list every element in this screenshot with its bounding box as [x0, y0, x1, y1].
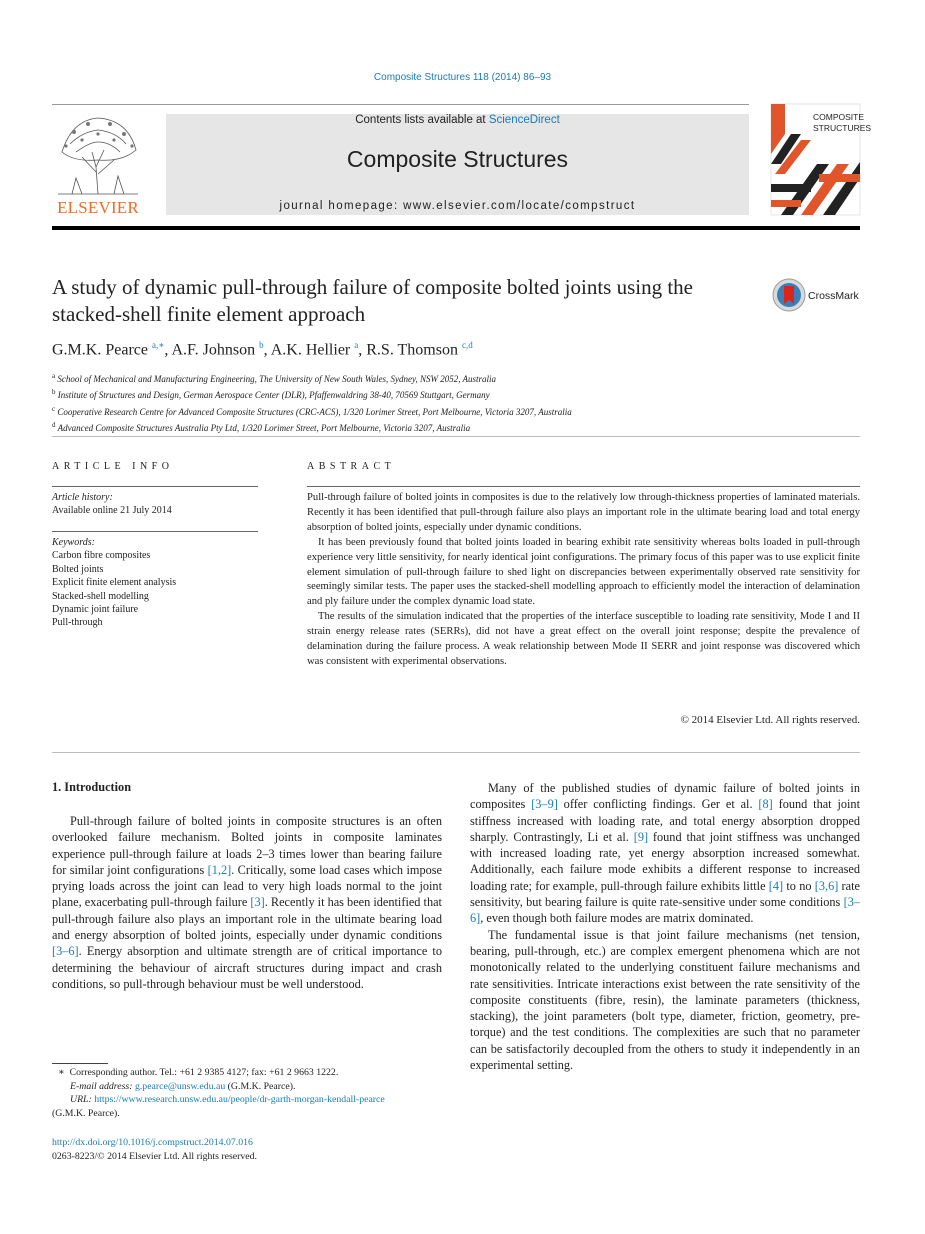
header-bottom-rule — [52, 226, 860, 230]
keywords-block — [52, 536, 176, 630]
footnote — [52, 1066, 442, 1120]
contents-line — [166, 114, 749, 126]
footnote-rule — [52, 1063, 108, 1064]
author-name: A.K. Hellier — [270, 341, 351, 359]
info-rule — [52, 486, 258, 487]
abstract-paragraph: It has been previously found that bolted joints loaded in bearing exhibit rate sensitivity whereas bolts loaded in pull-through experience very little sensitivity, for nearly identical joint configurations. The primary focus of this paper was to use explicit finite element simulation of pull-through failure to shed light on discrepancies between experimentally observed rate sensitivity for seemingly similar tests. The paper uses the stacked-shell modelling approach to efficiently model the interaction of delamination and ply failure under the complex dynamic load state. — [307, 536, 860, 608]
contents-prefix: Contents lists available at — [355, 114, 489, 126]
citation-link[interactable]: [8] — [758, 797, 773, 812]
url-suffix: (G.M.K. Pearce). — [52, 1107, 120, 1119]
body-paragraph: The fundamental issue is that joint failure mechanisms (net tension, bearing, pull-through, etc.) are complex emergent phenomena which are not monotonically related to the underlying constituent failure mechanisms and rate sensitivities. Intricate interactions exist between the rate sensitivity of the composite constituents (fibre, resin), the laminate parameters (thickness, stacking), the joint parameters (bolt type, diameter, friction, geometry, pre-torque) and the test conditions. The complexities are such that no parameter can be satisfactorily decoupled from the others to study it independently in an experimental setting. — [470, 927, 860, 1073]
citation-link[interactable]: [3–9] — [531, 797, 558, 812]
doi-block — [52, 1136, 257, 1163]
author-name: R.S. Thomson — [366, 341, 458, 359]
header-top-rule — [52, 104, 749, 105]
abstract-paragraph: The results of the simulation indicated that the properties of the interface susceptible to loading rate sensitivity, Mode I and II strain energy release rates (SERRs), did not have a great effect on the overall joint response; despite the prevalence of delamination during the failure process. A weak relationship between Mode II SERR and joint response was discovered which was consistent with experimental observations. — [307, 611, 860, 667]
history-value: Available online 21 July 2014 — [52, 505, 172, 517]
body-paragraph: Many of the published studies of dynamic failure of bolted joints in composites [3–9] offer conflicting findings. Ger et al. [8] found that joint stiffness increased with loading rate, and total energy absorption dropped sharply. Contrastingly, Li et al. [9] found that joint stiffness was unchanged with increased loading rate, yet energy absorption increased somewhat. Additionally, each failure mode exhibits a different response to increased loading rate; for example, pull-through failure exhibits little [4] to no [3,6] rate sensitivity, but bearing failure is quite rate-sensitive under some conditions [3–6], even though both failure modes are matrix dominated. — [470, 781, 860, 926]
article-title: A study of dynamic pull-through failure of composite bolted joints using the stacked-shell finite element approach — [52, 275, 693, 326]
profile-url-link[interactable]: https://www.research.unsw.edu.au/people/dr-garth-morgan-kendall-pearce — [94, 1094, 385, 1106]
keyword: Pull-through — [52, 617, 103, 629]
journal-cover-image — [771, 104, 872, 215]
keyword: Explicit finite element analysis — [52, 577, 177, 589]
citation-link[interactable]: [3–6] — [52, 944, 79, 959]
article-info-heading: ARTICLE INFO — [52, 461, 174, 472]
keyword: Bolted joints — [52, 563, 104, 575]
abstract-rule — [307, 486, 860, 487]
abstract-body — [307, 491, 860, 670]
corresponding-author-note: ∗ Corresponding author. Tel.: +61 2 9385 4127; fax: +61 2 9663 1222. — [58, 1067, 339, 1078]
cover-title-line-2: STRUCTURES — [813, 123, 872, 133]
crossmark-label[interactable]: CrossMark — [808, 290, 859, 302]
keyword: Stacked-shell modelling — [52, 590, 149, 602]
affiliation-list — [52, 370, 572, 436]
affiliation-item: $^c$ Cooperative Research Centre for Advanced Composite Structures (CRC-ACS), 1/320 Lorimer Street, Port Melbourne, Victoria 3207, Australia — [52, 404, 572, 417]
body-paragraph: Pull-through failure of bolted joints in composite structures is an often overlooked failure mechanism. Bolted joints in composite laminates experience pull-through failure at loads 2–3 times lower than bearing failure for similar joint configurations [1,2]. Critically, some load cases which impose prying loads across the joint can lead to very high loads normal to the joint plane, exacerbating pull-through failure [3]. Recently it has been identified that pull-through failure also plays an important role in the ultimate bearing load and energy absorption of bolted joints, especially under dynamic conditions [3–6]. Energy absorption and ultimate strength are of critical importance to determining the behaviour of aircraft structures during impact and crash conditions, so pull-through behaviour must be well understood. — [52, 814, 442, 991]
section-heading-introduction: 1. Introduction — [52, 780, 132, 794]
article-history — [52, 491, 172, 518]
affiliation-item: $^a$ School of Mechanical and Manufacturing Engineering, The University of New South Wales, Sydney, NSW 2052, Australia — [52, 372, 497, 384]
journal-homepage-link[interactable]: journal homepage: www.elsevier.com/locate/compstruct — [279, 200, 636, 212]
keywords-rule — [52, 531, 258, 532]
keyword: Carbon fibre composites — [52, 550, 151, 562]
citation-link[interactable]: [3–6] — [470, 895, 860, 926]
email-link[interactable]: g.pearce@unsw.edu.au — [134, 1080, 226, 1092]
sciencedirect-link[interactable]: ScienceDirect — [488, 114, 560, 126]
body-column-right — [470, 780, 860, 1073]
citation-link[interactable]: [9] — [633, 829, 649, 844]
author-name: A.F. Johnson — [171, 341, 256, 359]
body-column-left — [52, 813, 442, 992]
journal-title: Composite Structures — [346, 146, 569, 172]
abstract-copyright: © 2014 Elsevier Ltd. All rights reserved. — [680, 714, 860, 726]
author-affiliation-mark[interactable]: a — [354, 340, 359, 350]
issn-line: 0263-8223/© 2014 Elsevier Ltd. All rights reserved. — [52, 1150, 257, 1162]
citation-link[interactable]: [3] — [250, 895, 265, 910]
crossmark-icon[interactable] — [772, 278, 806, 312]
abstract-heading: ABSTRACT — [307, 461, 396, 472]
email-line: E-mail address: g.pearce@unsw.edu.au (G.M.K. Pearce). — [70, 1080, 296, 1092]
affiliation-rule — [52, 436, 860, 437]
history-label: Article history: — [52, 492, 113, 503]
author-affiliation-mark[interactable]: b — [259, 340, 264, 350]
author-affiliation-mark[interactable]: a,∗ — [151, 340, 165, 350]
author-name: G.M.K. Pearce — [52, 341, 148, 359]
affiliation-item: $^b$ Institute of Structures and Design, German Aerospace Center (DLR), Pfaffenwaldring 38-40, 70569 Stuttgart, Germany — [52, 388, 490, 401]
keywords-label: Keywords: — [52, 537, 95, 548]
abstract-bottom-rule — [52, 752, 860, 753]
author-affiliation-mark[interactable]: c,d — [461, 340, 473, 350]
citation-link[interactable]: [4] — [768, 878, 784, 893]
keyword: Dynamic joint failure — [52, 604, 139, 616]
abstract-paragraph: Pull-through failure of bolted joints in composites is due to the relatively low through-thickness properties of laminated materials. Recently it has been identified that pull-through failure also plays an important role in the ultimate bearing load and total energy absorption of bolted joints, especially under dynamic conditions. — [307, 492, 860, 533]
author-list: G.M.K. Pearce $^{a,∗}$, A.F. Johnson $^b$, A.K. Hellier $^a$, R.S. Thomson $^{c,d}$ — [52, 340, 473, 359]
citation-link[interactable]: [1,2] — [207, 862, 232, 877]
citation-link[interactable]: [3,6] — [814, 878, 839, 893]
cover-title-line-1: COMPOSITE — [813, 112, 865, 122]
elsevier-wordmark: ELSEVIER — [57, 198, 139, 217]
affiliation-item: $^d$ Advanced Composite Structures Australia Pty Ltd, 1/320 Lorimer Street, Port Melbourne, Victoria 3207, Australia — [52, 421, 471, 434]
doi-link[interactable]: http://dx.doi.org/10.1016/j.compstruct.2014.07.016 — [52, 1137, 253, 1148]
url-line: URL: https://www.research.unsw.edu.au/people/dr-garth-morgan-kendall-pearce — [70, 1094, 385, 1106]
journal-reference-link[interactable]: Composite Structures 118 (2014) 86–93 — [373, 72, 552, 83]
